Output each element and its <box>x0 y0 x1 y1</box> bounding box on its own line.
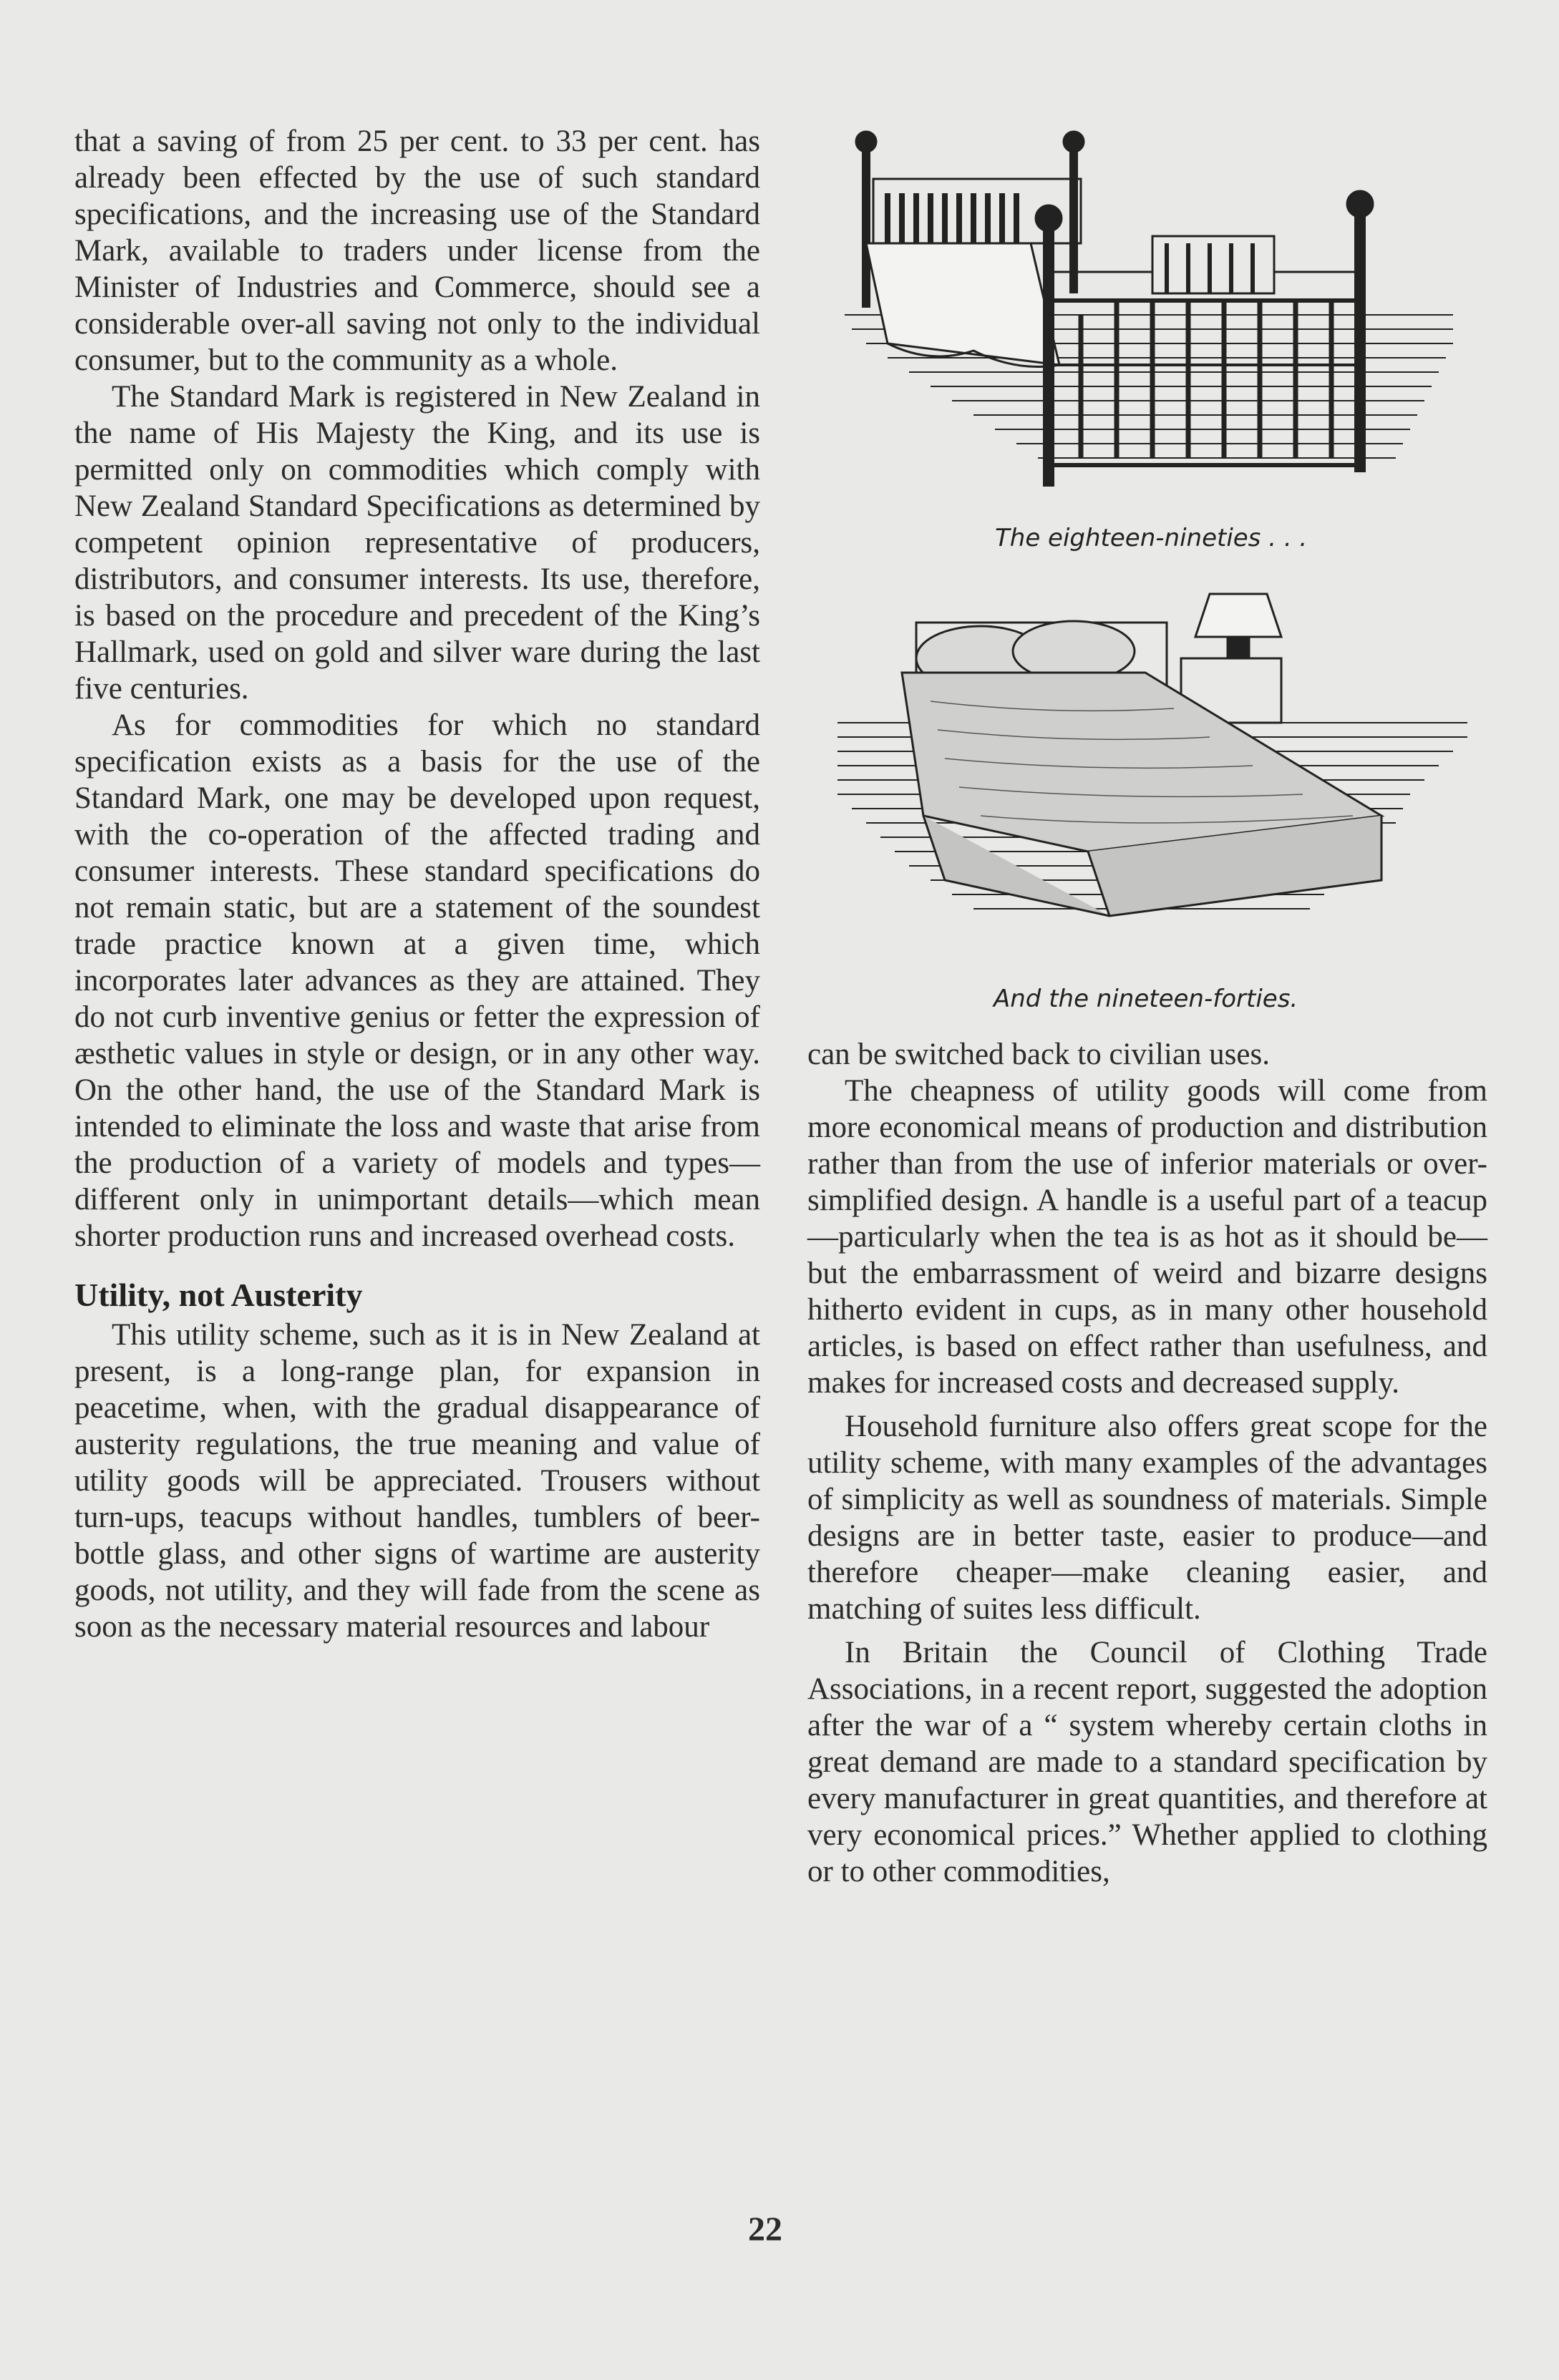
paragraph: As for commodities for which no standard specification exists as a basis for the use of the Standard Mark, one may be developed upon request, with the co-operation of the affected trading and consumer interests. These standard specifications do not remain static, but are a statement of the soundest trade practice known at a given time, which incorporates later advances as they are attained. They do not curb inventive genius or fetter the expression of æsthetic values in style or design, or in any other way. On the other hand, the use of the Standard Mark is intended to eliminate the loss and waste that arise from the production of a variety of models and types—different only in unimportant details—which mean shorter production runs and increased overhead costs. <box>74 708 760 1253</box>
paragraph: that a saving of from 25 per cent. to 33 per cent. has already been effected by the use of such standard specifications, and the increasing use of the Standard Mark, available to traders under license from the Minister of Industries and Commerce, should see a considerable over-all saving not only to the individual consumer, but to the community as a whole. <box>74 125 760 377</box>
right-column <box>807 1036 1487 1890</box>
paragraph: The Standard Mark is registered in New Zealand in the name of His Majesty the King, and its use is permitted only on commodities which comply with New Zealand Standard Specifications as determined by competent opinion representative of producers, distributors, and consumer interests. Its use, therefore, is based on the procedure and precedent of the King’s Hallmark, used on gold and silver ware during the last five centuries. <box>74 380 760 706</box>
left-column <box>74 123 760 1645</box>
page-number: 22 <box>748 2210 782 2248</box>
section-heading: Utility, not Austerity <box>74 1277 363 1313</box>
illustration-caption: And the nineteen-forties. <box>994 985 1298 1013</box>
paragraph: The cheapness of utility goods will come from more economical means of production and distribution rather than from the use of inferior materials or over-simplified design. A handle is a useful part of a teacup—particularly when the tea is as hot as it should be—but the embarrassment of weird and bizarre designs hitherto evident in cups, as in many other household articles, is based on effect rather than usefulness, and makes for increased costs and decreased supply. <box>807 1074 1487 1400</box>
modern-bed-illustration <box>837 580 1467 966</box>
paragraph: Household furniture also offers great scope for the utility scheme, with many examples of the advantages of simplicity as well as soundness of materials. Simple designs are in better taste, easier to produce—and therefore cheaper—make cleaning easier, and matching of suites less difficult. <box>807 1410 1487 1626</box>
paragraph: This utility scheme, such as it is in New Zealand at present, is a long-range plan, for expansion in peacetime, when, with the gradual disappearance of austerity regulations, the true meaning and value of utility goods will be appreciated. Trousers without turn-ups, teacups without handles, tumblers of beer-bottle glass, and other signs of wartime are austerity goods, not utility, and they will fade from the scene as soon as the necessary material resources and labour <box>74 1318 760 1644</box>
paragraph: In Britain the Council of Clothing Trade Associations, in a recent report, suggested the adoption after the war of a “ system whereby certain cloths in great demand are made to a standard specification by every manufacturer in great quantities, and therefore at very economical prices.” Whether applied to clothing or to other commodities, <box>807 1636 1487 1888</box>
illustration-caption: The eighteen-nineties . . . <box>995 524 1308 552</box>
paragraph: can be switched back to civilian uses. <box>807 1038 1270 1071</box>
brass-bed-illustration <box>845 129 1453 515</box>
